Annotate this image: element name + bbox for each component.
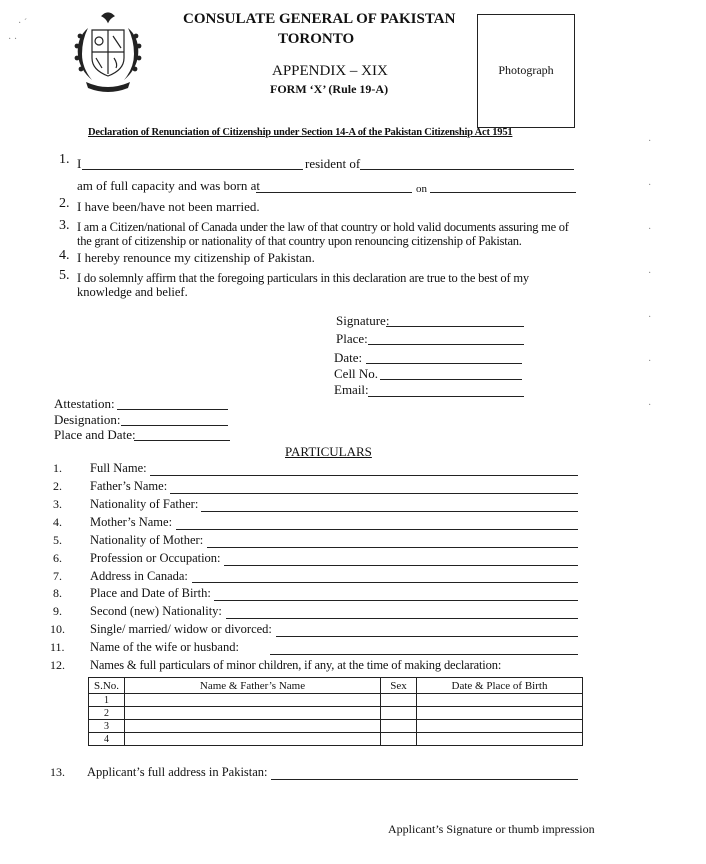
row-number: 1 xyxy=(89,694,125,707)
declaration-number: 3. xyxy=(59,218,70,233)
name-cell[interactable] xyxy=(125,720,381,733)
scan-artifact: · · xyxy=(8,34,18,45)
row-number: 2 xyxy=(89,707,125,720)
particular-label: Nationality of Father: xyxy=(90,497,199,511)
capacity-label: am of full capacity and was born at xyxy=(77,178,261,193)
particular-label: Profession or Occupation: xyxy=(90,551,221,565)
resident-of-label: resident of xyxy=(305,156,361,171)
declaration-text: I do solemnly affirm that the foregoing particulars in this declaration are true to the best of my xyxy=(77,271,529,285)
children-table xyxy=(88,677,583,746)
email-label: Email: xyxy=(334,382,369,397)
particular-number: 1. xyxy=(53,461,62,475)
email-field[interactable] xyxy=(368,396,524,397)
place-label: Place: xyxy=(336,331,368,346)
consulate-title: CONSULATE GENERAL OF PAKISTAN xyxy=(183,11,456,27)
column-header: Name & Father’s Name xyxy=(125,678,381,694)
attestation-label: Attestation: xyxy=(54,396,115,411)
second-nationality-field[interactable] xyxy=(226,618,578,619)
attestation-field[interactable] xyxy=(117,409,228,410)
particular-number: 10. xyxy=(50,622,65,636)
particular-label: Names & full particulars of minor children, if any, at the time of making declaration: xyxy=(90,658,502,672)
declaration-text-continued: the grant of citizenship or nationality of that country upon renouncing citizenship of Pakistan. xyxy=(77,234,522,248)
table-row xyxy=(89,707,583,720)
birth-cell[interactable] xyxy=(417,694,583,707)
form-title: FORM ‘X’ (Rule 19-A) xyxy=(270,82,389,96)
column-header: Sex xyxy=(381,678,417,694)
sex-cell[interactable] xyxy=(381,694,417,707)
particular-number: 2. xyxy=(53,479,62,493)
marital-status-field[interactable] xyxy=(276,636,578,637)
cell-label: Cell No. xyxy=(334,366,379,381)
birth-cell[interactable] xyxy=(417,733,583,746)
particular-number: 3. xyxy=(53,497,62,511)
particular-label: Name of the wife or husband: xyxy=(90,640,239,654)
declaration-text: I have been/have not been married. xyxy=(77,199,260,214)
declaration-number: 5. xyxy=(59,268,70,283)
designation-label: Designation: xyxy=(54,412,121,427)
cell-field[interactable] xyxy=(380,379,522,380)
pakistan-address-field[interactable] xyxy=(271,779,578,780)
sex-cell[interactable] xyxy=(381,720,417,733)
on-label: on xyxy=(416,183,427,195)
father-nationality-field[interactable] xyxy=(201,511,578,512)
name-cell[interactable] xyxy=(125,694,381,707)
residence-field[interactable] xyxy=(360,169,574,170)
name-cell[interactable] xyxy=(125,707,381,720)
particular-label: Single/ married/ widow or divorced: xyxy=(90,622,272,636)
declaration-text-continued: knowledge and belief. xyxy=(77,285,188,299)
particular-number: 5. xyxy=(53,533,62,547)
place-field[interactable] xyxy=(368,344,524,345)
signature-label: Signature: xyxy=(336,313,390,328)
declaration-number: 2. xyxy=(59,196,70,211)
table-header-row xyxy=(89,678,583,694)
particular-number: 12. xyxy=(50,658,65,672)
pakistan-emblem-icon xyxy=(66,8,150,94)
particulars-title: PARTICULARS xyxy=(285,444,372,459)
column-header: Date & Place of Birth xyxy=(417,678,583,694)
particular-label: Mother’s Name: xyxy=(90,515,173,529)
particular-number: 7. xyxy=(53,569,62,583)
particular-label: Second (new) Nationality: xyxy=(90,604,222,618)
particular-label: Address in Canada: xyxy=(90,569,188,583)
row-number: 3 xyxy=(89,720,125,733)
particular-label: Nationality of Mother: xyxy=(90,533,204,547)
particular-number: 13. xyxy=(50,765,65,779)
city-title: TORONTO xyxy=(278,31,355,47)
particular-label: Place and Date of Birth: xyxy=(90,586,211,600)
declaration-number: 1. xyxy=(59,152,70,167)
scan-artifact: · · · · · · · xyxy=(648,136,652,411)
birthdate-field[interactable] xyxy=(430,192,576,193)
mother-name-field[interactable] xyxy=(176,529,578,530)
applicant-signature-label: Applicant’s Signature or thumb impression xyxy=(388,822,595,836)
particular-number: 6. xyxy=(53,551,62,565)
declaration-number: 4. xyxy=(59,248,70,263)
father-name-field[interactable] xyxy=(170,493,578,494)
signature-field[interactable] xyxy=(386,326,524,327)
particular-number: 4. xyxy=(53,515,62,529)
sex-cell[interactable] xyxy=(381,707,417,720)
particular-label: Father’s Name: xyxy=(90,479,168,493)
column-header: S.No. xyxy=(89,678,125,694)
photograph-label: Photograph xyxy=(498,63,554,77)
particular-number: 8. xyxy=(53,586,62,600)
canada-address-field[interactable] xyxy=(192,582,578,583)
table-row xyxy=(89,720,583,733)
particular-number: 9. xyxy=(53,604,62,618)
name-cell[interactable] xyxy=(125,733,381,746)
row-number: 4 xyxy=(89,733,125,746)
designation-field[interactable] xyxy=(121,425,228,426)
particular-number: 11. xyxy=(50,640,65,654)
address-label: Applicant’s full address in Pakistan: xyxy=(87,765,268,779)
mother-nationality-field[interactable] xyxy=(207,547,578,548)
birthplace-field[interactable] xyxy=(256,192,412,193)
particular-label: Full Name: xyxy=(90,461,147,475)
declaration-text: I xyxy=(77,156,82,171)
birth-place-date-field[interactable] xyxy=(214,600,578,601)
sex-cell[interactable] xyxy=(381,733,417,746)
birth-cell[interactable] xyxy=(417,720,583,733)
full-name-field[interactable] xyxy=(150,475,578,476)
declaration-text: I am a Citizen/national of Canada under the law of that country or hold valid documents assuring me of xyxy=(77,220,569,234)
photograph-box[interactable] xyxy=(477,14,575,128)
declaration-title: Declaration of Renunciation of Citizenship under Section 14-A of the Pakistan Citizenship Act 1951 xyxy=(88,127,513,138)
declaration-text: I hereby renounce my citizenship of Pakistan. xyxy=(77,250,315,265)
appendix-title: APPENDIX – XIX xyxy=(272,63,388,79)
scan-artifact: · ´ xyxy=(18,18,28,29)
profession-field[interactable] xyxy=(224,565,578,566)
date-label: Date: xyxy=(334,350,363,365)
place-date-field[interactable] xyxy=(134,440,230,441)
birth-cell[interactable] xyxy=(417,707,583,720)
table-row xyxy=(89,733,583,746)
date-field[interactable] xyxy=(366,363,522,364)
spouse-name-field[interactable] xyxy=(270,654,578,655)
name-field[interactable] xyxy=(82,169,303,170)
table-row xyxy=(89,694,583,707)
place-date-label: Place and Date: xyxy=(54,427,136,442)
